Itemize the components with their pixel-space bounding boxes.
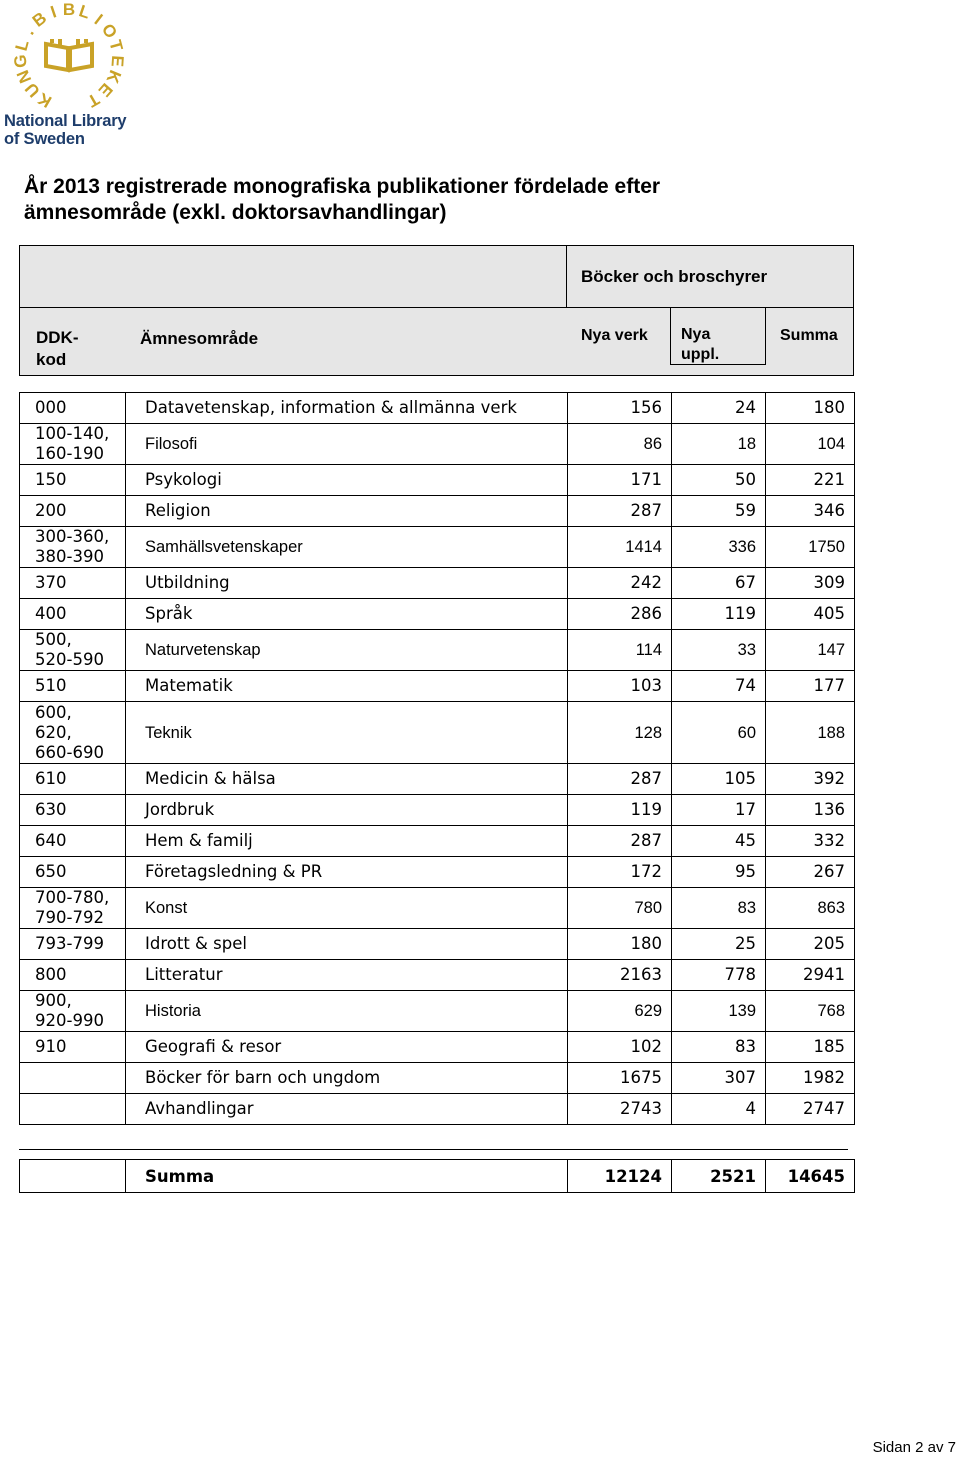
- table-row: [20, 826, 855, 857]
- row-code: 910: [20, 1032, 126, 1063]
- logo-ring-letter: U: [21, 79, 44, 101]
- row-code: 610: [20, 764, 126, 795]
- row-new: 180: [568, 929, 672, 960]
- row-code: 370: [20, 568, 126, 599]
- row-area: Avhandlingar: [126, 1094, 568, 1125]
- table-row: [20, 1094, 855, 1125]
- col-header-sum: Summa: [780, 327, 838, 344]
- logo-ring-letter: T: [105, 37, 127, 53]
- row-area: Utbildning: [126, 568, 568, 599]
- row-code: [20, 1063, 126, 1094]
- row-new: 1675: [568, 1063, 672, 1094]
- table-row: [20, 991, 855, 1032]
- row-area: Historia: [126, 991, 568, 1032]
- row-area: Naturvetenskap: [126, 630, 568, 671]
- row-area: Företagsledning & PR: [126, 857, 568, 888]
- table-row: [20, 424, 855, 465]
- logo-ring-letter: O: [97, 20, 121, 42]
- row-sum: 267: [766, 857, 855, 888]
- row-code: 630: [20, 795, 126, 826]
- row-new: 287: [568, 764, 672, 795]
- col-header-new: Nya verk: [581, 327, 648, 344]
- row-reprint: 307: [672, 1063, 766, 1094]
- row-new: 114: [568, 630, 672, 671]
- row-reprint: 45: [672, 826, 766, 857]
- title-line1: År 2013 registrerade monografiska publikationer fördelade efter: [24, 175, 661, 198]
- row-sum: 863: [766, 888, 855, 929]
- page-number: Sidan 2 av 7: [872, 1439, 956, 1456]
- row-code: 700-780, 790-792: [20, 888, 126, 929]
- row-area: Matematik: [126, 671, 568, 702]
- book-emblem: [46, 39, 92, 70]
- row-code: 650: [20, 857, 126, 888]
- row-area: Hem & familj: [126, 826, 568, 857]
- logo-ring-letter: B: [28, 8, 51, 31]
- table-row: [20, 960, 855, 991]
- row-area: Psykologi: [126, 465, 568, 496]
- table-row: [20, 599, 855, 630]
- row-code: 900, 920-990: [20, 991, 126, 1032]
- row-sum: 2747: [766, 1094, 855, 1125]
- row-new: 287: [568, 826, 672, 857]
- logo-ring-letter: K: [102, 67, 125, 86]
- row-area: Litteratur: [126, 960, 568, 991]
- row-reprint: 336: [672, 527, 766, 568]
- row-reprint: 4: [672, 1094, 766, 1125]
- logo-ring-letter: I: [48, 2, 59, 22]
- row-code: 640: [20, 826, 126, 857]
- row-new: 780: [568, 888, 672, 929]
- row-sum: 136: [766, 795, 855, 826]
- total-code-cell: [20, 1160, 126, 1193]
- row-reprint: 17: [672, 795, 766, 826]
- row-sum: 1750: [766, 527, 855, 568]
- row-sum: 221: [766, 465, 855, 496]
- row-sum: 104: [766, 424, 855, 465]
- row-code: 300-360, 380-390: [20, 527, 126, 568]
- header-empty-cell: [19, 245, 567, 308]
- page-title: [24, 174, 924, 226]
- total-row: [20, 1160, 855, 1193]
- logo-ring-letter: B: [62, 0, 76, 19]
- row-area: Jordbruk: [126, 795, 568, 826]
- row-sum: 188: [766, 702, 855, 764]
- row-new: 171: [568, 465, 672, 496]
- row-code: 500, 520-590: [20, 630, 126, 671]
- row-new: 287: [568, 496, 672, 527]
- total-table: [19, 1159, 855, 1193]
- logo-name-line2: of Sweden: [4, 130, 85, 148]
- logo-ring-letter: N: [13, 67, 36, 86]
- row-reprint: 778: [672, 960, 766, 991]
- row-sum: 768: [766, 991, 855, 1032]
- row-sum: 185: [766, 1032, 855, 1063]
- row-area: Idrott & spel: [126, 929, 568, 960]
- row-sum: 180: [766, 393, 855, 424]
- row-reprint: 119: [672, 599, 766, 630]
- row-sum: 147: [766, 630, 855, 671]
- logo-ring-letter: .: [19, 23, 38, 39]
- row-sum: 392: [766, 764, 855, 795]
- title-line2: ämnesområde (exkl. doktorsavhandlingar): [24, 201, 447, 224]
- row-area: Datavetenskap, information & allmänna verk: [126, 393, 568, 424]
- col-header-area: Ämnesområde: [140, 329, 259, 348]
- row-reprint: 95: [672, 857, 766, 888]
- row-new: 156: [568, 393, 672, 424]
- row-code: 150: [20, 465, 126, 496]
- row-code: 400: [20, 599, 126, 630]
- row-new: 102: [568, 1032, 672, 1063]
- logo-ring-letter: K: [34, 88, 55, 112]
- col-header-code: DDK- kod: [36, 328, 79, 369]
- row-area: Samhällsvetenskaper: [126, 527, 568, 568]
- row-new: 629: [568, 991, 672, 1032]
- logo-ring-letter: T: [84, 89, 103, 111]
- table-row: [20, 857, 855, 888]
- row-reprint: 25: [672, 929, 766, 960]
- table-row: [20, 702, 855, 764]
- row-reprint: 83: [672, 888, 766, 929]
- table-row: [20, 929, 855, 960]
- logo-ring-letter: G: [10, 53, 31, 69]
- row-reprint: 24: [672, 393, 766, 424]
- row-code: 793-799: [20, 929, 126, 960]
- row-new: 86: [568, 424, 672, 465]
- row-new: 119: [568, 795, 672, 826]
- table-row: [20, 795, 855, 826]
- row-area: Språk: [126, 599, 568, 630]
- logo-ring-letter: E: [94, 79, 117, 101]
- row-area: Teknik: [126, 702, 568, 764]
- row-sum: 309: [766, 568, 855, 599]
- row-new: 128: [568, 702, 672, 764]
- row-new: 2743: [568, 1094, 672, 1125]
- logo-name-line1: National Library: [4, 112, 127, 130]
- row-reprint: 83: [672, 1032, 766, 1063]
- row-new: 172: [568, 857, 672, 888]
- row-new: 2163: [568, 960, 672, 991]
- row-reprint: 50: [672, 465, 766, 496]
- table-row: [20, 764, 855, 795]
- row-reprint: 105: [672, 764, 766, 795]
- table-row: [20, 630, 855, 671]
- row-code: 000: [20, 393, 126, 424]
- row-sum: 332: [766, 826, 855, 857]
- row-code: 200: [20, 496, 126, 527]
- logo-ring-letter: L: [11, 37, 33, 53]
- table-row: [20, 1032, 855, 1063]
- logo-ring-letter: L: [76, 1, 93, 23]
- row-code: 800: [20, 960, 126, 991]
- total-new: 12124: [568, 1160, 672, 1193]
- table-separator: [19, 1149, 848, 1150]
- data-table: [19, 392, 855, 1125]
- logo-ring-letter: I: [90, 10, 107, 29]
- logo-wordmark: [4, 112, 154, 148]
- row-area: Geografi & resor: [126, 1032, 568, 1063]
- row-reprint: 67: [672, 568, 766, 599]
- table-row: [20, 1063, 855, 1094]
- row-area: Böcker för barn och ungdom: [126, 1063, 568, 1094]
- row-reprint: 139: [672, 991, 766, 1032]
- row-area: Filosofi: [126, 424, 568, 465]
- row-reprint: 74: [672, 671, 766, 702]
- row-new: 286: [568, 599, 672, 630]
- table-row: [20, 496, 855, 527]
- row-reprint: 33: [672, 630, 766, 671]
- row-sum: 405: [766, 599, 855, 630]
- row-sum: 205: [766, 929, 855, 960]
- row-area: Religion: [126, 496, 568, 527]
- row-new: 242: [568, 568, 672, 599]
- table-row: [20, 671, 855, 702]
- row-sum: 1982: [766, 1063, 855, 1094]
- row-sum: 2941: [766, 960, 855, 991]
- data-table-body: [20, 393, 855, 1125]
- table-row: [20, 527, 855, 568]
- row-reprint: 60: [672, 702, 766, 764]
- row-new: 103: [568, 671, 672, 702]
- row-reprint: 59: [672, 496, 766, 527]
- total-sum: 14645: [766, 1160, 855, 1193]
- row-sum: 346: [766, 496, 855, 527]
- row-area: Konst: [126, 888, 568, 929]
- row-code: [20, 1094, 126, 1125]
- row-code: 100-140, 160-190: [20, 424, 126, 465]
- table-row: [20, 888, 855, 929]
- row-new: 1414: [568, 527, 672, 568]
- table-row: [20, 568, 855, 599]
- row-code: 600, 620, 660-690: [20, 702, 126, 764]
- table-header: [19, 245, 854, 376]
- row-reprint: 18: [672, 424, 766, 465]
- table-row: [20, 465, 855, 496]
- row-sum: 177: [766, 671, 855, 702]
- total-reprint: 2521: [672, 1160, 766, 1193]
- logo-ring-letter: E: [107, 54, 128, 68]
- header-group-label: Böcker och broschyrer: [581, 267, 768, 286]
- total-label: Summa: [126, 1160, 568, 1193]
- row-area: Medicin & hälsa: [126, 764, 568, 795]
- col-header-reprint: Nya uppl.: [681, 326, 720, 363]
- row-code: 510: [20, 671, 126, 702]
- table-row: [20, 393, 855, 424]
